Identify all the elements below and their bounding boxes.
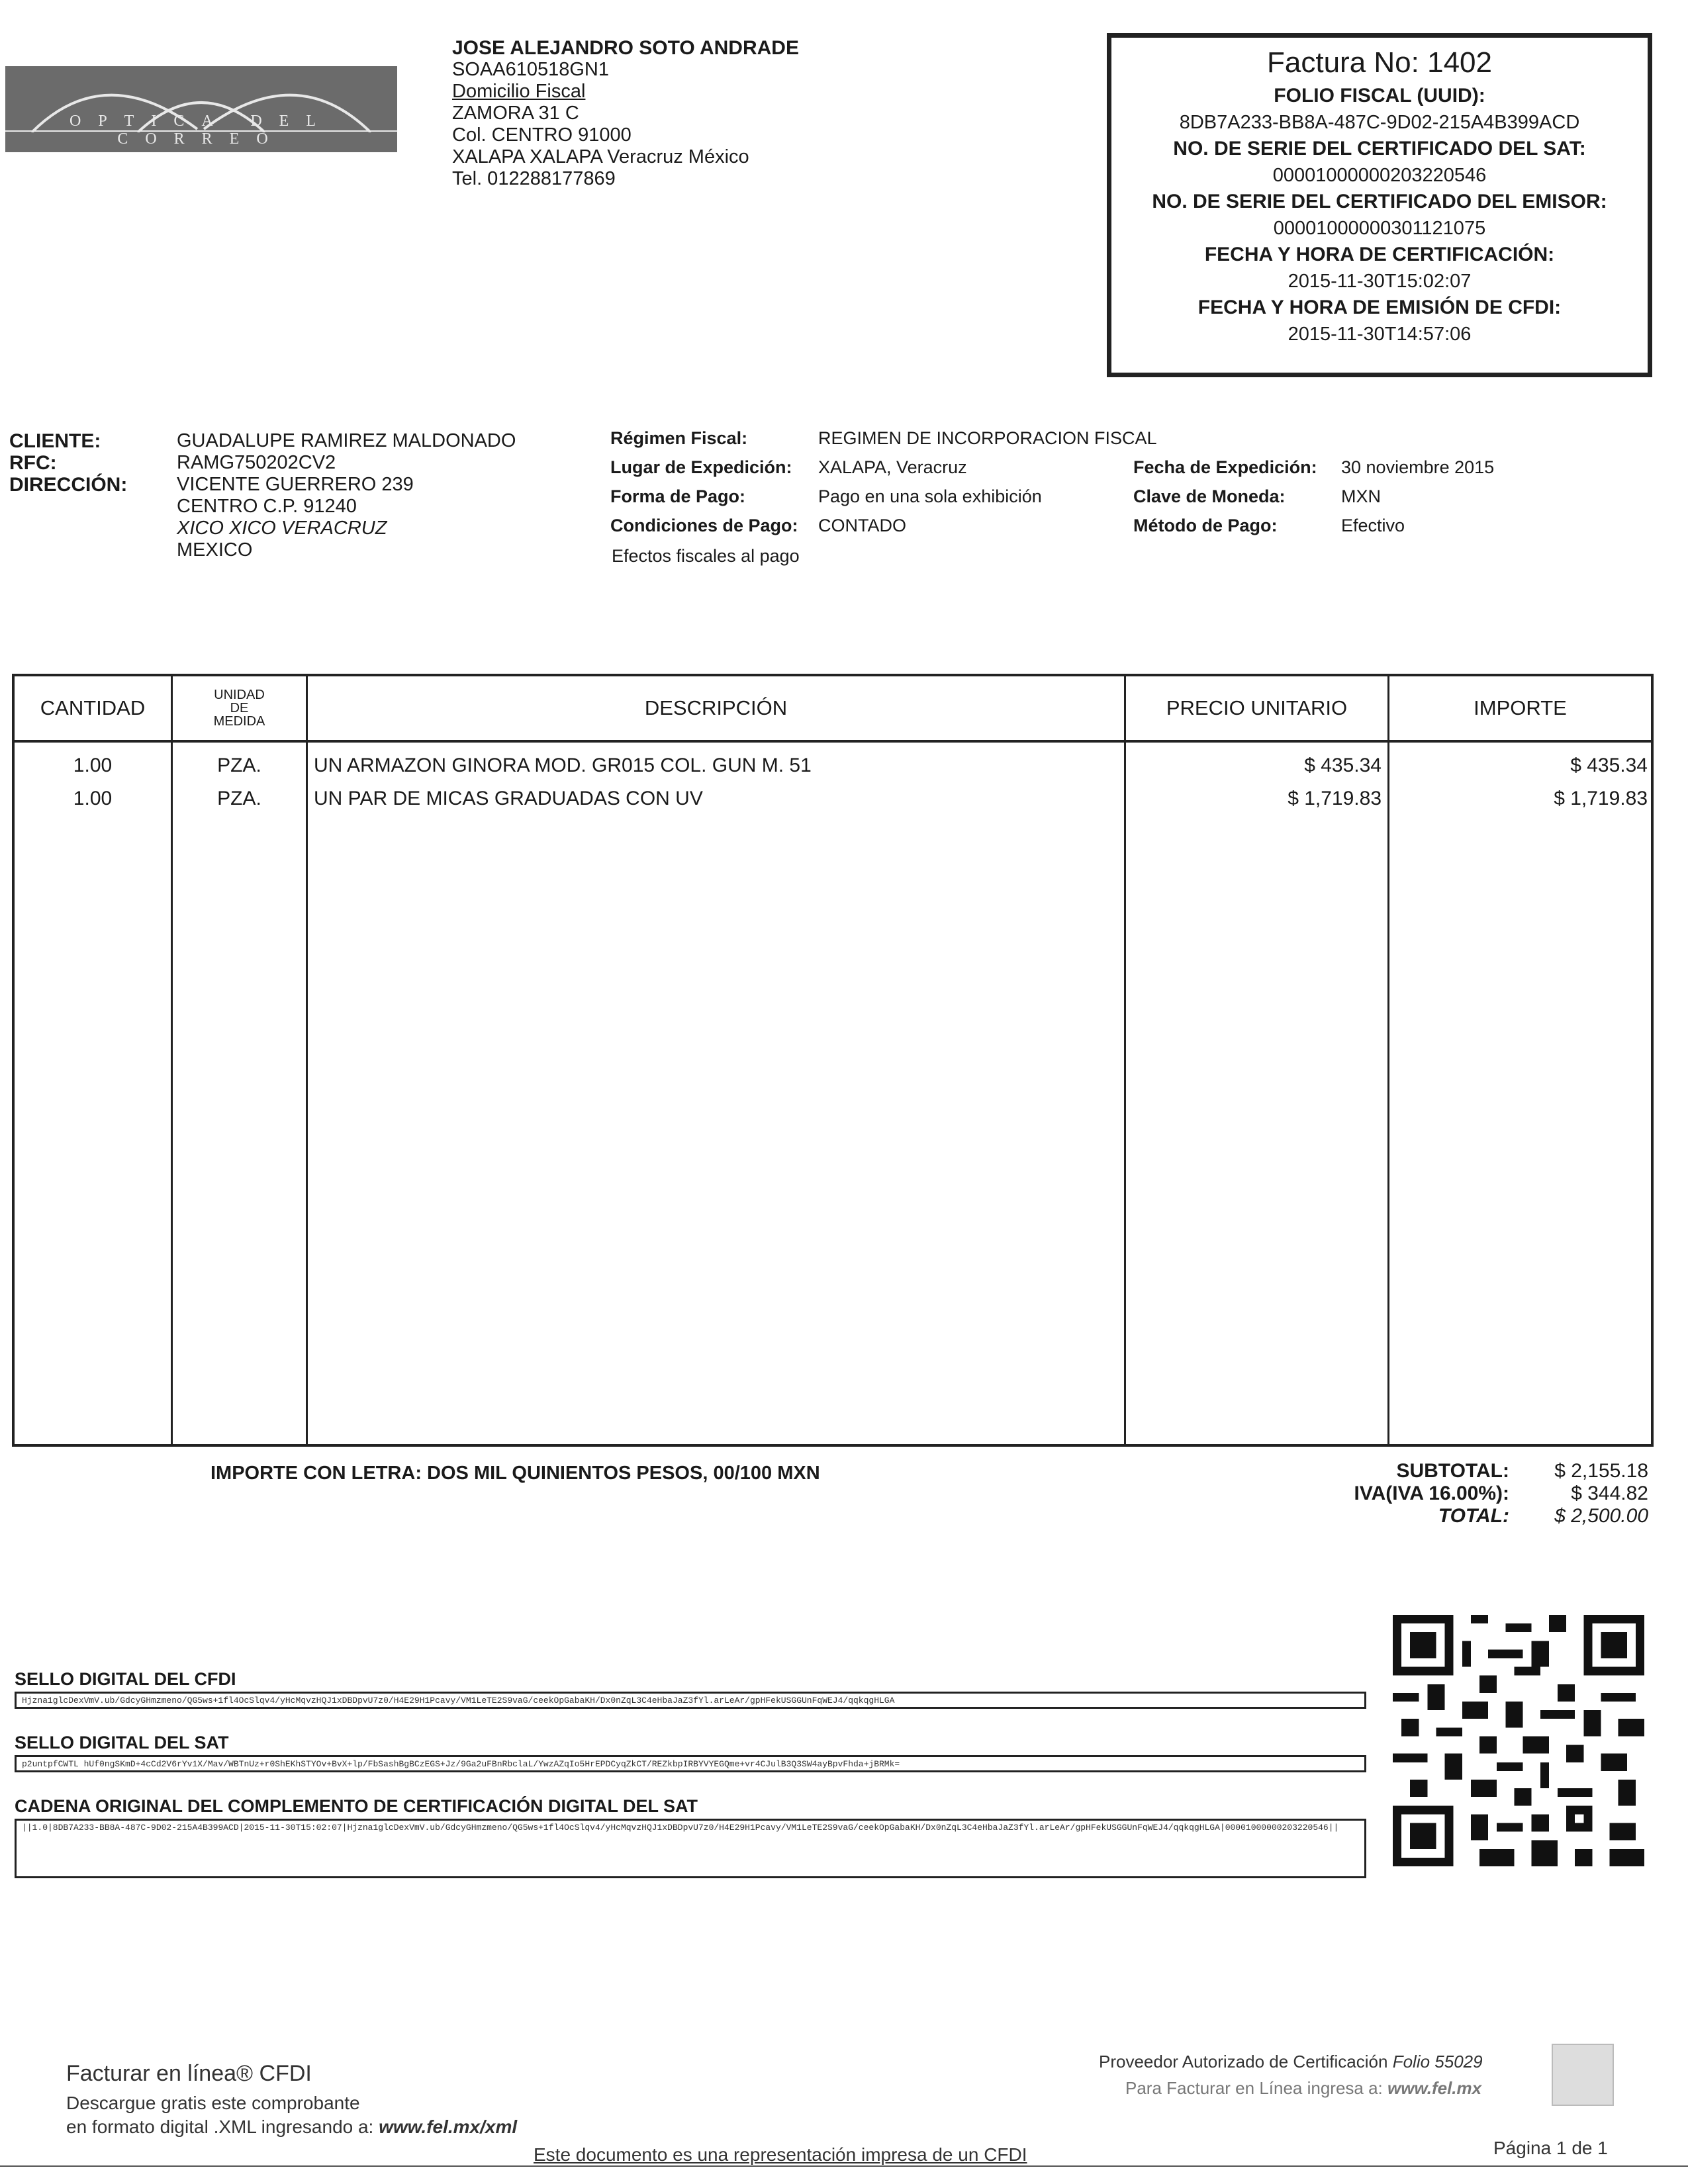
cliente-label: CLIENTE: <box>9 430 101 452</box>
table-header-row <box>15 676 1651 743</box>
header-importe: IMPORTE <box>1474 696 1567 719</box>
folio-fiscal-value: 8DB7A233-BB8A-487C-9D02-215A4B399ACD <box>1179 112 1580 133</box>
regimen-value: REGIMEN DE INCORPORACION FISCAL <box>818 428 1157 448</box>
fecha-certificacion-label: FECHA Y HORA DE CERTIFICACIÓN: <box>1204 244 1555 265</box>
regimen-label: Régimen Fiscal: <box>610 428 748 448</box>
issuer-domicilio-label: Domicilio Fiscal <box>452 81 586 102</box>
table-row <box>15 782 1651 815</box>
serie-emisor-label: NO. DE SERIE DEL CERTIFICADO DEL EMISOR: <box>1152 191 1607 212</box>
footer-pagina: Página 1 de 1 <box>1493 2138 1608 2158</box>
direccion-label: DIRECCIÓN: <box>9 474 128 496</box>
direccion-line2: CENTRO C.P. 91240 <box>177 496 357 517</box>
row-importe: $ 435.34 <box>1570 754 1648 776</box>
row-importe: $ 1,719.83 <box>1554 788 1648 809</box>
header-unidad: UNIDAD DE MEDIDA <box>213 688 265 729</box>
footer-descarga-line1: Descargue gratis este comprobante <box>66 2093 360 2113</box>
serie-sat-value: 00001000000203220546 <box>1272 165 1487 186</box>
cadena-original-value: ||1.0|8DB7A233-BB8A-487C-9D02-215A4B399ACD|2015-11-30T15:02:07|Hjzna1glcDexVmV.ub/GdcyGHmzmeno/QG5ws+1fl4OcSlqv4/yHcMqvzHQJ1xDBDpvU7z0/H4E29H1Pcavy/VM1LeTE2S9vaG/ceekOpGabaKH/Dx0nZqL3C4eHbaJaZ3fYl.arLeAr/gpHFekUSGGUnFqWEJ4/qqkqgHLGA|00001000000203220546|| <box>15 1819 1366 1878</box>
serie-emisor-value: 00001000000301121075 <box>1273 218 1486 239</box>
row-unidad: PZA. <box>217 754 261 776</box>
sello-cfdi-title: SELLO DIGITAL DEL CFDI <box>15 1669 236 1689</box>
iva-label: IVA(IVA 16.00%): <box>1354 1482 1509 1504</box>
issuer-city: XALAPA XALAPA Veracruz México <box>452 146 749 167</box>
fecha-certificacion-value: 2015-11-30T15:02:07 <box>1288 271 1472 292</box>
company-logo <box>5 66 397 152</box>
subtotal-value: $ 2,155.18 <box>1554 1460 1648 1482</box>
row-descripcion: UN PAR DE MICAS GRADUADAS CON UV <box>314 788 703 809</box>
condiciones-value: CONTADO <box>818 516 906 535</box>
qr-code <box>1393 1615 1644 1866</box>
condiciones-label: Condiciones de Pago: <box>610 516 798 535</box>
importe-con-letra: IMPORTE CON LETRA: DOS MIL QUINIENTOS PESOS, 00/100 MXN <box>211 1463 820 1484</box>
header-descripcion: DESCRIPCIÓN <box>644 696 788 719</box>
footer-proveedor-folio: Folio 55029 <box>1392 2052 1483 2071</box>
footer-descarga-link[interactable]: www.fel.mx/xml <box>379 2116 518 2137</box>
header-precio-unitario: PRECIO UNITARIO <box>1166 696 1348 719</box>
issuer-colonia: Col. CENTRO 91000 <box>452 124 632 146</box>
iva-value: $ 344.82 <box>1571 1482 1648 1504</box>
direccion-line1: VICENTE GUERRERO 239 <box>177 474 414 495</box>
cadena-original-title: CADENA ORIGINAL DEL COMPLEMENTO DE CERTIFICACIÓN DIGITAL DEL SAT <box>15 1796 698 1816</box>
invoice-header-box <box>1107 33 1652 377</box>
forma-pago-label: Forma de Pago: <box>610 486 746 506</box>
fecha-expedicion-value: 30 noviembre 2015 <box>1341 457 1495 477</box>
serie-sat-label: NO. DE SERIE DEL CERTIFICADO DEL SAT: <box>1173 138 1586 159</box>
direccion-line4: MEXICO <box>177 539 253 561</box>
footer-facturar-prefix: Para Facturar en Línea ingresa a: <box>1125 2078 1383 2098</box>
items-table <box>12 674 1654 1447</box>
forma-pago-value: Pago en una sola exhibición <box>818 486 1042 506</box>
row-precio-unitario: $ 1,719.83 <box>1288 788 1382 809</box>
footer-proveedor-prefix: Proveedor Autorizado de Certificación <box>1099 2052 1388 2071</box>
lugar-value: XALAPA, Veracruz <box>818 457 967 477</box>
issuer-rfc: SOAA610518GN1 <box>452 59 609 80</box>
sello-cfdi-value: Hjzna1glcDexVmV.ub/GdcyGHmzmeno/QG5ws+1fl4OcSlqv4/yHcMqvzHQJ1xDBDpvU7z0/H4E29H1Pcavy/VM1LeTE2S9vaG/ceekOpGabaKH/Dx0nZqL3C4eHbaJaZ3fYl.arLeAr/gpHFekUSGGUnFqWEJ4/qqkqgHLGA <box>15 1692 1366 1709</box>
metodo-pago-label: Método de Pago: <box>1133 516 1278 535</box>
sello-sat-value: p2untpfCWTL hUf0ngSKmD+4cCd2V6rYv1X/Mav/WBTnUz+r0ShEKhSTYOv+BvX+lp/FbSashBgBCzEGS+Jz/9Ga2uFBnRbclaL/YwzAZqIo5HrEPDCyqZkCT/REZkbpIRBYVYEGQme+vr4CJulB3Q3SW4ayBpvFhda+jBRMk= <box>15 1755 1366 1772</box>
invoice-number: Factura No: 1402 <box>1267 46 1492 79</box>
row-cantidad: 1.00 <box>73 788 113 809</box>
lugar-label: Lugar de Expedición: <box>610 457 792 477</box>
issuer-block <box>452 37 876 190</box>
moneda-label: Clave de Moneda: <box>1133 486 1286 506</box>
subtotal-label: SUBTOTAL: <box>1396 1460 1509 1482</box>
direccion-line3: XICO XICO VERACRUZ <box>177 518 387 539</box>
total-value: $ 2,500.00 <box>1554 1505 1648 1527</box>
total-label: TOTAL: <box>1438 1505 1509 1527</box>
footer-representacion: Este documento es una representación impresa de un CFDI <box>534 2144 1027 2165</box>
issuer-street: ZAMORA 31 C <box>452 103 579 124</box>
footer-proveedor <box>1099 2052 1483 2072</box>
row-cantidad: 1.00 <box>73 754 113 776</box>
sat-seal-image <box>1552 2044 1614 2106</box>
efectos-fiscales: Efectos fiscales al pago <box>612 546 800 566</box>
rfc-label: RFC: <box>9 452 57 474</box>
row-precio-unitario: $ 435.34 <box>1304 754 1382 776</box>
footer-descarga-line2 <box>66 2116 517 2138</box>
logo-text: OPTICA DEL CORREO <box>70 113 333 148</box>
header-cantidad: CANTIDAD <box>40 696 146 719</box>
moneda-value: MXN <box>1341 486 1381 506</box>
footer-descarga-prefix: en formato digital .XML ingresando a: <box>66 2116 374 2137</box>
issuer-name: JOSE ALEJANDRO SOTO ANDRADE <box>452 37 799 59</box>
sello-sat-title: SELLO DIGITAL DEL SAT <box>15 1733 229 1752</box>
row-unidad: PZA. <box>217 788 261 809</box>
folio-fiscal-label: FOLIO FISCAL (UUID): <box>1274 85 1485 107</box>
footer-facturar <box>1125 2078 1481 2099</box>
footer-divider <box>0 2165 1688 2167</box>
metodo-pago-value: Efectivo <box>1341 516 1405 535</box>
fecha-emision-label: FECHA Y HORA DE EMISIÓN DE CFDI: <box>1197 296 1562 318</box>
footer-facturar-link[interactable]: www.fel.mx <box>1387 2078 1482 2098</box>
issuer-phone: Tel. 012288177869 <box>452 168 616 189</box>
rfc-value: RAMG750202CV2 <box>177 452 336 473</box>
fecha-emision-value: 2015-11-30T14:57:06 <box>1288 324 1472 345</box>
cliente-value: GUADALUPE RAMIREZ MALDONADO <box>177 430 516 451</box>
row-descripcion: UN ARMAZON GINORA MOD. GR015 COL. GUN M. 51 <box>314 754 812 776</box>
fecha-expedicion-label: Fecha de Expedición: <box>1133 457 1317 477</box>
table-row <box>15 749 1651 782</box>
footer-brand: Facturar en línea® CFDI <box>66 2061 312 2086</box>
